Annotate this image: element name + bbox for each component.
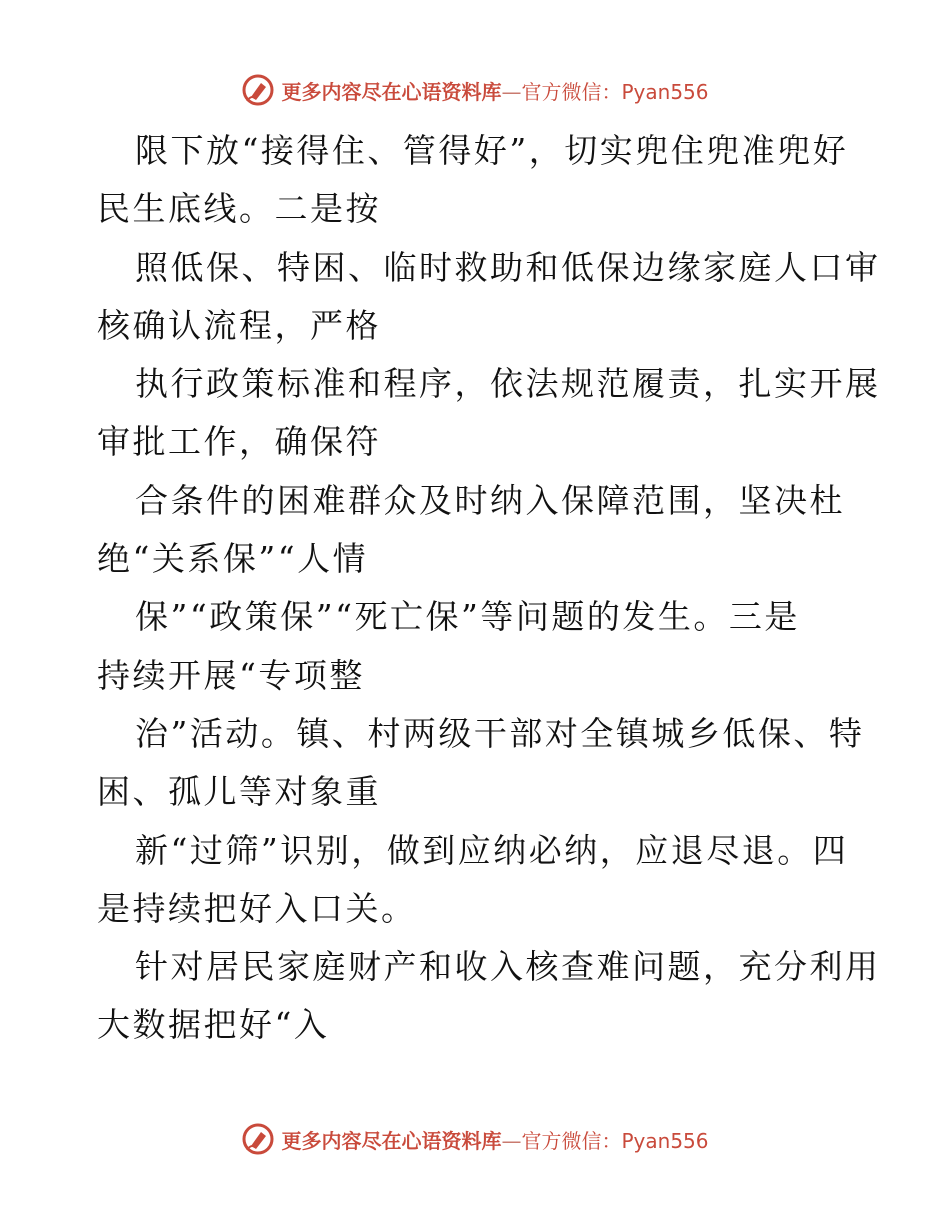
text-line: 大数据把好“入 <box>97 1005 330 1045</box>
text-line: 保”“政策保”“死亡保”等问题的发生。三是 <box>135 597 800 637</box>
text-line: 困、孤儿等对象重 <box>97 772 381 812</box>
watermark-account: Pyan556 <box>621 79 709 104</box>
watermark-brand: 更多内容尽在心语资料库 <box>281 1128 502 1153</box>
watermark-label: 官方微信： <box>521 1128 622 1153</box>
text-line: 审批工作，确保符 <box>97 422 381 462</box>
pen-nib-logo-icon <box>241 1122 275 1156</box>
text-line: 执行政策标准和程序，依法规范履责，扎实开展 <box>135 364 881 404</box>
text-line: 针对居民家庭财产和收入核查难问题，充分利用 <box>135 947 881 987</box>
text-line: 绝“关系保”“人情 <box>97 539 369 579</box>
text-line: 新“过筛”识别，做到应纳必纳，应退尽退。四 <box>135 830 849 870</box>
text-line: 核确认流程，严格 <box>97 305 381 345</box>
pen-nib-logo-icon <box>241 73 275 107</box>
watermark-account: Pyan556 <box>621 1128 709 1153</box>
text-line: 照低保、特困、临时救助和低保边缘家庭人口审 <box>135 247 881 287</box>
text-line: 合条件的困难群众及时纳入保障范围，坚决杜 <box>135 480 845 520</box>
text-line: 治”活动。镇、村两级干部对全镇城乡低保、特 <box>135 713 865 753</box>
text-line: 是持续把好入口关。 <box>97 888 417 928</box>
watermark-separator: — <box>501 79 522 104</box>
watermark-text <box>281 1125 708 1154</box>
text-line: 民生底线。二是按 <box>97 189 381 229</box>
header-watermark <box>0 70 950 110</box>
watermark-label: 官方微信： <box>521 79 622 104</box>
text-line: 限下放“接得住、管得好”，切实兜住兜准兜好 <box>135 131 849 170</box>
footer-watermark <box>0 1119 950 1159</box>
watermark-separator: — <box>501 1128 522 1153</box>
text-line: 持续开展“专项整 <box>97 655 365 695</box>
watermark-brand: 更多内容尽在心语资料库 <box>281 79 502 104</box>
watermark-text <box>281 76 708 105</box>
document-body <box>97 122 881 1055</box>
